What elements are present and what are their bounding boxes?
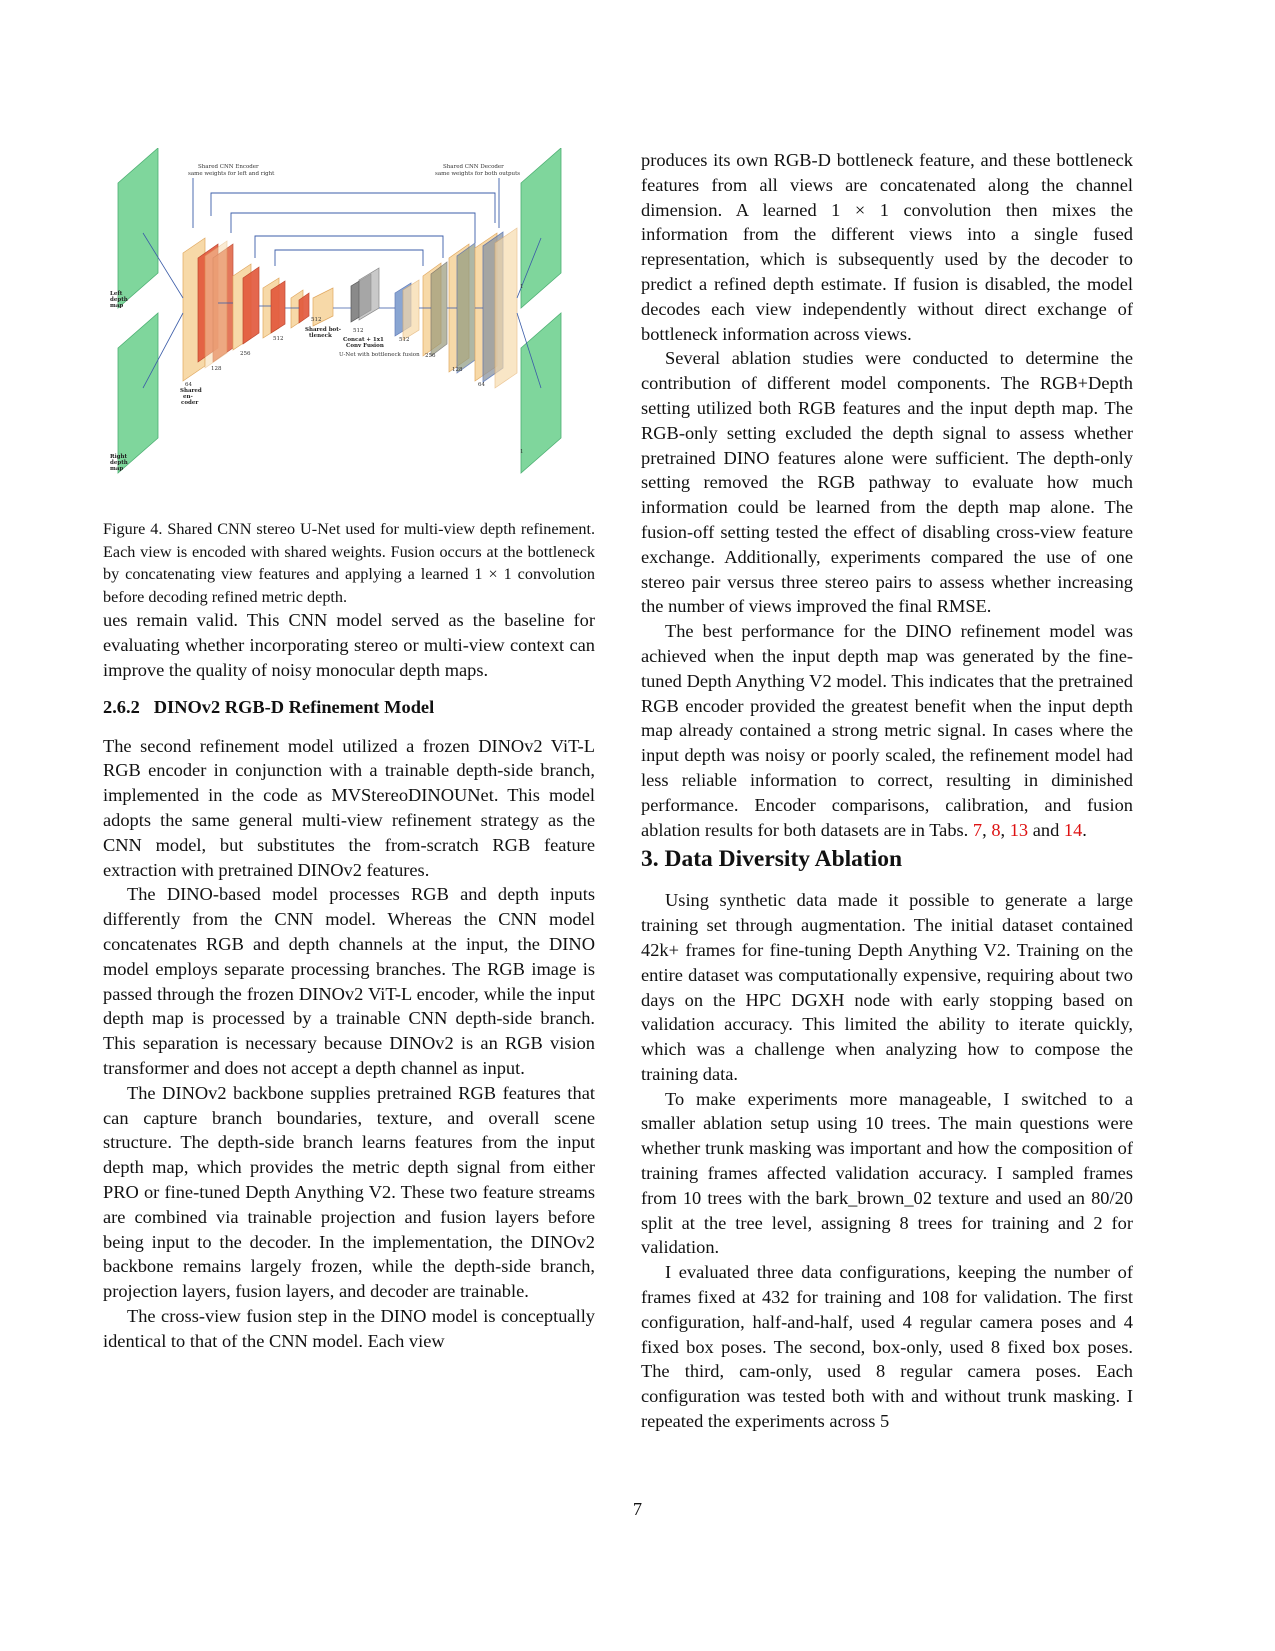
right-input-label-2: depth bbox=[110, 460, 128, 466]
right-depth-map-input bbox=[118, 313, 158, 473]
paragraph: The second refinement model utilized a frozen DINOv2 ViT-L RGB encoder in conjunction with a trainable depth-side branch, implemented in the code as MVStereoDINOUNet. This model adopts the same general multi-view refinement strategy as the CNN model, but substitutes the from-scratch RGB feature extraction with pretrained DINOv2 features. bbox=[103, 735, 595, 880]
encoder-subcaption: same weights for left and right bbox=[188, 171, 275, 177]
channels-128-right: 128 bbox=[452, 367, 463, 373]
left-input-label-2: depth bbox=[110, 297, 128, 303]
figure-4 bbox=[103, 148, 595, 496]
paragraph bbox=[641, 619, 1133, 842]
subsection-number: 2.6.2 bbox=[103, 696, 140, 717]
separator: , bbox=[1000, 819, 1006, 840]
left-input-label-3: map bbox=[110, 303, 124, 309]
left-column bbox=[103, 148, 595, 1353]
output-channels-1: 1 bbox=[520, 284, 524, 290]
subsection-heading bbox=[103, 695, 595, 720]
encoder-caption: Shared CNN Encoder bbox=[198, 164, 259, 170]
output-channels-2: 1 bbox=[520, 449, 524, 455]
left-depth-map-output bbox=[521, 148, 561, 308]
channels-512-c: 512 bbox=[353, 328, 364, 334]
right-depth-map-output bbox=[521, 313, 561, 473]
decoder-caption: Shared CNN Decoder bbox=[443, 164, 504, 170]
fusion-label-1: Concat + 1x1 bbox=[343, 337, 384, 343]
left-depth-map-input bbox=[118, 148, 158, 308]
paragraph: Using synthetic data made it possible to generate a large training set through augmentation. The initial dataset contained 42k+ frames for fine-tuning Depth Anything V2. Training on the entire dataset was computationally expensive, requiring about two days on the HPC DGXH node with early stopping based on validation accuracy. This limited the ability to iterate quickly, which was a challenge when analyzing how to compose the training data. bbox=[641, 890, 1133, 1084]
right-input-label-3: map bbox=[110, 466, 124, 472]
encoder-label-1: Shared bbox=[180, 388, 202, 394]
channels-64-right: 64 bbox=[478, 382, 485, 388]
fusion-label-2: Conv Fusion bbox=[346, 343, 384, 349]
unet-diagram bbox=[103, 148, 595, 496]
channels-512-a: 512 bbox=[273, 336, 284, 342]
paragraph: The DINOv2 backbone supplies pretrained RGB features that can capture branch boundaries, texture, and overall scene structure. The depth-side branch learns features from the input depth map, which provides the metric depth signal from either PRO or fine-tuned Depth Anything V2. These two feature streams are combined via trainable projection and fusion layers before being input to the decoder. In the implementation, the DINOv2 backbone remains largely frozen, while the depth-side branch, projection layers, fusion layers, and decoder are trainable. bbox=[103, 1082, 595, 1302]
page-number: 7 bbox=[632, 1499, 643, 1519]
right-column bbox=[641, 148, 1133, 1434]
paragraph-continued: produces its own RGB-D bottleneck feature, and these bottleneck features from all views are concatenated along the channel dimension. A learned 1 × 1 convolution then mixes the information from the different views into a single fused representation, which is subsequently used by the decoder to predict a refined depth estimate. If fusion is disabled, the model decodes each view independently without direct exchange of bottleneck information across views. bbox=[641, 150, 1133, 344]
decoder-subcaption: same weights for both outputs bbox=[435, 171, 521, 177]
paragraph: The cross-view fusion step in the DINO model is conceptually identical to that of the CNN model. Each view bbox=[103, 1305, 595, 1351]
encoder-blocks bbox=[183, 238, 309, 381]
bottleneck-label-2: tleneck bbox=[309, 333, 332, 339]
channels-128-left: 128 bbox=[211, 366, 222, 372]
subsection-title: DINOv2 RGB-D Refinement Model bbox=[153, 696, 435, 717]
unet-note: U-Net with bottleneck fusion bbox=[339, 352, 420, 358]
section-heading: 3. Data Diversity Ablation bbox=[641, 846, 903, 873]
right-input-label-1: Right bbox=[110, 454, 128, 460]
table-ref-7[interactable]: 7 bbox=[972, 819, 983, 840]
figure-caption: Figure 4. Shared CNN stereo U-Net used for multi-view depth refinement. Each view is encoded with shared weights. Fusion occurs at the bottleneck by concatenating view features and applying a learned 1 × 1 convolution before decoding refined metric depth. bbox=[103, 520, 595, 606]
paragraph: The DINO-based model processes RGB and depth inputs differently from the CNN model. Whereas the CNN model concatenates RGB and depth channels at the input, the DINO model employs separate processing branches. The RGB image is passed through the frozen DINOv2 ViT-L encoder, while the input depth map is processed by a trainable CNN depth-side branch. This separation is necessary because DINOv2 is an RGB vision transformer and does not accept a depth channel as input. bbox=[103, 884, 595, 1078]
skip-connections bbox=[193, 178, 499, 266]
paragraph: To make experiments more manageable, I switched to a smaller ablation setup using 10 trees. The main questions were whether trunk masking was important and how the composition of training frames affected validation accuracy. I sampled frames from 10 trees with the bark_brown_02 texture and used an 80/20 split at the tree level, assigning 8 trees for training and 2 for validation. bbox=[641, 1088, 1133, 1258]
paragraph: Several ablation studies were conducted to determine the contribution of different model components. The RGB+Depth setting utilized both RGB features and the input depth map. The RGB-only setting excluded the depth signal to assess whether pretrained DINO features alone were sufficient. The depth-only setting removed the RGB pathway to evaluate how much information could be learned from the depth map alone. The fusion-off setting tested the effect of disabling cross-view feature exchange. Additionally, experiments compared the use of one stereo pair versus three stereo pairs to assess whether increasing the number of views improved the final RMSE. bbox=[641, 348, 1133, 617]
channels-256-left: 256 bbox=[240, 351, 251, 357]
table-ref-13[interactable]: 13 bbox=[1009, 819, 1029, 840]
table-ref-8[interactable]: 8 bbox=[991, 819, 1001, 840]
channels-512-d: 512 bbox=[399, 337, 410, 343]
bottleneck bbox=[313, 268, 379, 326]
encoder-label-2: en- bbox=[183, 394, 193, 400]
channels-512-b: 512 bbox=[311, 317, 322, 323]
paragraph: I evaluated three data configurations, keeping the number of frames fixed at 432 for training and 108 for validation. The first configuration, half-and-half, used 4 regular camera poses and 4 fixed box poses. The second, box-only, used 8 fixed box poses. The third, cam-only, used 8 regular camera poses. Each configuration was tested both with and without trunk masking. I repeated the experiments across 5 bbox=[641, 1262, 1133, 1432]
bottleneck-label-1: Shared bot- bbox=[305, 327, 342, 333]
conjunction: and bbox=[1032, 819, 1060, 840]
separator: , bbox=[982, 819, 987, 840]
left-input-label-1: Left bbox=[110, 291, 123, 297]
table-ref-14[interactable]: 14 bbox=[1063, 819, 1083, 840]
paragraph-continued: ues remain valid. This CNN model served as the baseline for evaluating whether incorporating stereo or multi-view context can improve the quality of noisy monocular depth maps. bbox=[103, 610, 595, 680]
paragraph-text: The best performance for the DINO refinement model was achieved when the input depth map was generated by the fine-tuned Depth Anything V2 model. This indicates that the pretrained RGB encoder provided the greatest benefit when the input depth map already contained a strong metric signal. In cases where the input depth was noisy or poorly scaled, the refinement model had less reliable information to correct, resulting in diminished performance. Encoder comparisons, calibration, and fusion ablation results for both datasets are in Tabs. bbox=[641, 621, 1133, 840]
channels-64-left: 64 bbox=[185, 382, 192, 388]
encoder-label-3: coder bbox=[181, 400, 199, 406]
channels-256-right: 256 bbox=[425, 353, 436, 359]
end-punctuation: . bbox=[1082, 819, 1087, 840]
